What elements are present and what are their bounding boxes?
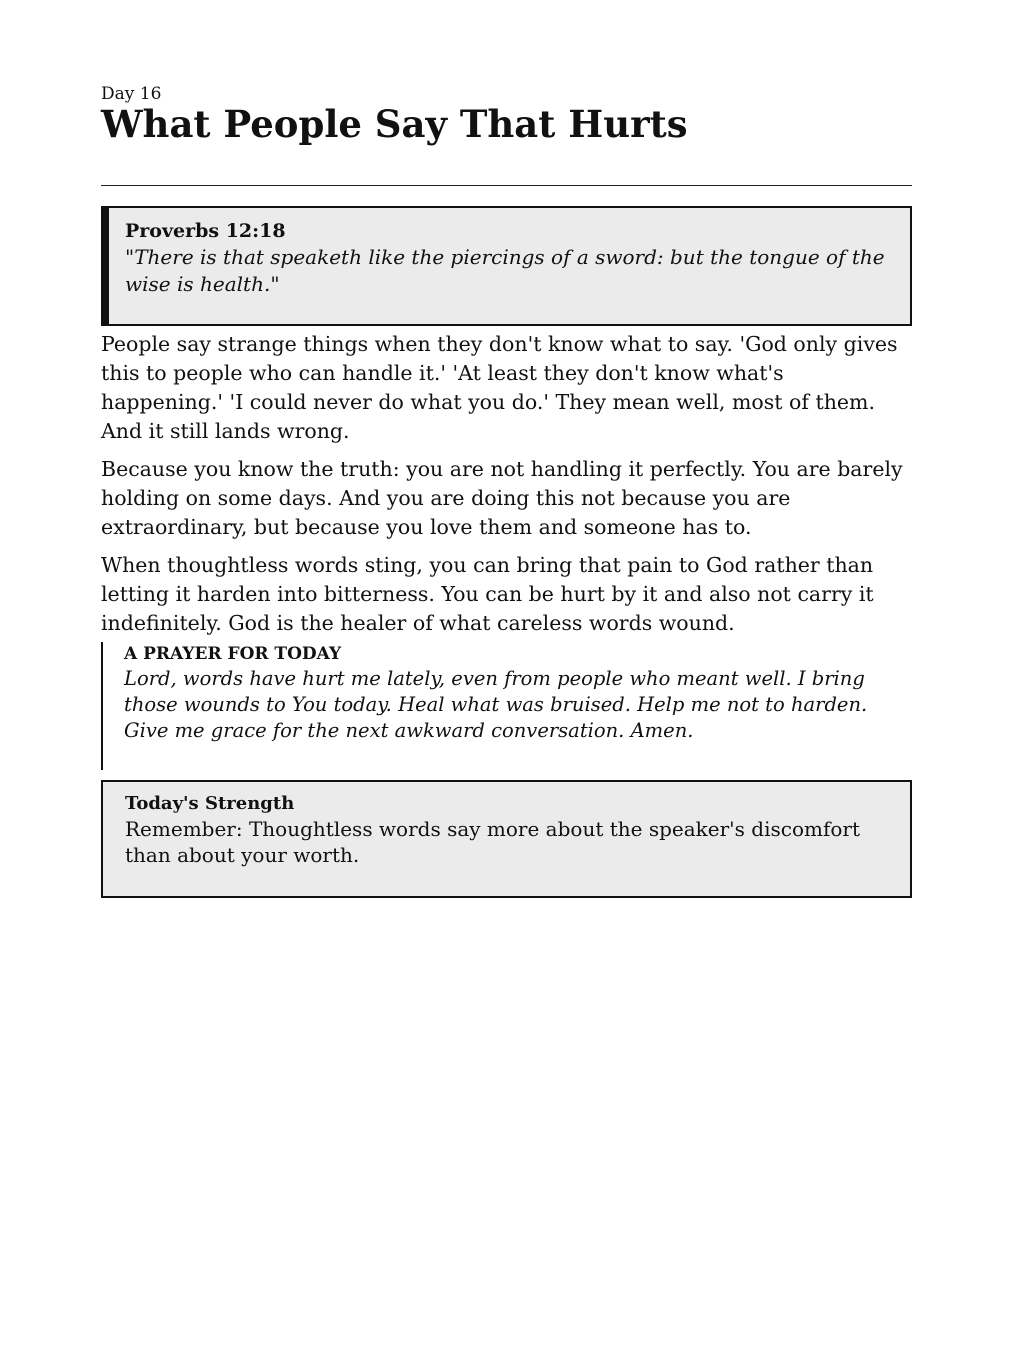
prayer-text: Lord, words have hurt me lately, even from people who meant well. I bring those wounds to You today. Heal what was bruised. Help me not to harden. Give me grace for the next awkward conversation. Amen. <box>124 667 868 742</box>
body-paragraph-2: Because you know the truth: you are not handling it perfectly. You are barely holding on some days. And you are doing this not because you are extraordinary, but because you love them and someone has to. <box>101 457 903 539</box>
scripture-text: There is that speaketh like the piercings of a sword: but the tongue of the wise is health. <box>125 245 885 296</box>
title-divider <box>101 185 912 186</box>
strength-box <box>101 780 912 898</box>
prayer-heading: A PRAYER FOR TODAY <box>124 644 342 664</box>
scripture-box <box>101 206 912 326</box>
scripture-close-quote: " <box>270 272 280 296</box>
body-paragraph-3: When thoughtless words sting, you can bring that pain to God rather than letting it harden into bitterness. You can be hurt by it and also not carry it indefinitely. God is the healer of what careless words wound. <box>101 553 874 635</box>
body-paragraph-1: People say strange things when they don't know what to say. 'God only gives this to people who can handle it.' 'At least they don't know what's happening.' 'I could never do what you do.' They mean well, most of them. And it still lands wrong. <box>101 332 898 443</box>
page-title: What People Say That Hurts <box>101 102 688 146</box>
scripture-quote <box>125 244 890 298</box>
day-label: Day 16 <box>101 84 162 104</box>
devotional-page <box>101 84 912 898</box>
strength-heading: Today's Strength <box>125 793 295 814</box>
scripture-reference: Proverbs 12:18 <box>125 220 286 242</box>
scripture-open-quote: " <box>125 245 135 269</box>
strength-text: Remember: Thoughtless words say more about the speaker's discomfort than about your worth. <box>125 817 861 867</box>
prayer-section <box>101 642 912 770</box>
